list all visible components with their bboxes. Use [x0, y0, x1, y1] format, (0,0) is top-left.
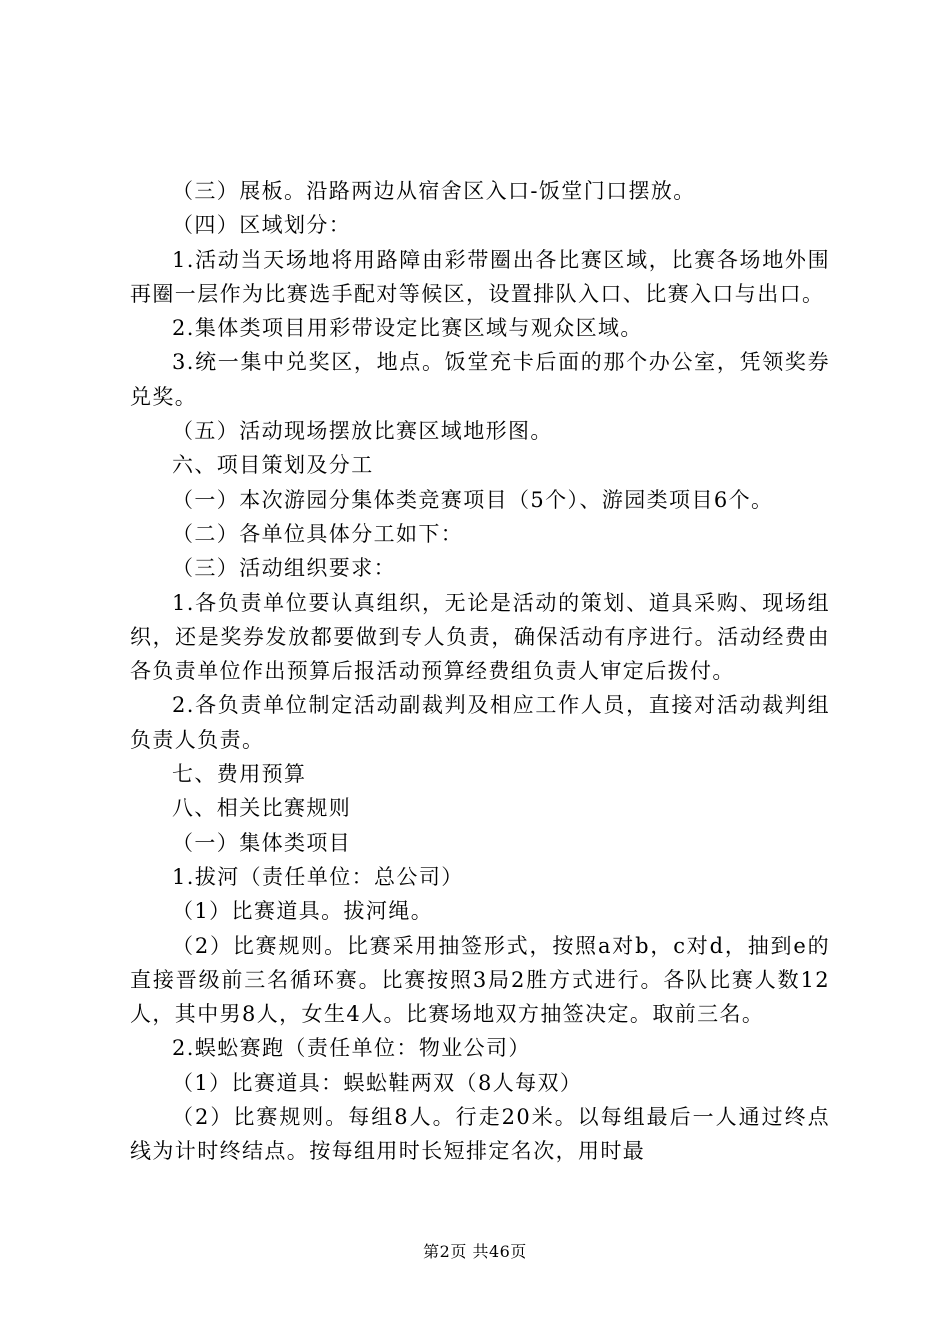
paragraph-tug-of-war-heading: 1.拔河（责任单位：总公司）	[172, 864, 464, 889]
paragraph-organization-2: 2.各负责单位制定活动副裁判及相应工作人员，直接对活动裁判组负责人负责。	[130, 693, 830, 752]
paragraph-project-count: （一）本次游园分集体类竞赛项目（5个）、游园类项目6个。	[172, 487, 774, 512]
document-body	[130, 174, 830, 1169]
paragraph-area-division-3: 3.统一集中兑奖区，地点。饭堂充卡后面的那个办公室，凭领奖券兑奖。	[130, 350, 830, 409]
paragraph-centipede-race-props: （1）比赛道具：蜈蚣鞋两双（8人每双）	[172, 1070, 583, 1095]
paragraph-area-division-2: 2.集体类项目用彩带设定比赛区域与观众区域。	[172, 316, 643, 341]
paragraph-display-boards: （三）展板。沿路两边从宿舍区入口-饭堂门口摆放。	[172, 179, 696, 203]
paragraph-tug-of-war-props: （1）比赛道具。拔河绳。	[172, 899, 434, 924]
paragraph-area-division-1: 1.活动当天场地将用路障由彩带圈出各比赛区域，比赛各场地外围再圈一层作为比赛选手配对等候区，设置排队入口、比赛入口与出口。	[130, 247, 830, 306]
paragraph-group-projects-heading: （一）集体类项目	[172, 830, 352, 855]
section-heading-7: 七、费用预算	[172, 762, 307, 787]
section-heading-8: 八、相关比赛规则	[172, 796, 352, 821]
paragraph-centipede-race-heading: 2.蜈蚣赛跑（责任单位：物业公司）	[172, 1036, 531, 1061]
paragraph-tug-of-war-rules: （2）比赛规则。比赛采用抽签形式，按照a对b，c对d，抽到e的直接晋级前三名循环赛。比赛按照3局2胜方式进行。各队比赛人数12人，其中男8人，女生4人。比赛场地双方抽签决定。取前三名。	[130, 933, 830, 1027]
paragraph-organization-heading: （三）活动组织要求：	[172, 556, 396, 581]
section-heading-6: 六、项目策划及分工	[172, 453, 374, 478]
paragraph-centipede-race-rules: （2）比赛规则。每组8人。行走20米。以每组最后一人通过终点线为计时终结点。按每组用时长短排定名次，用时最	[130, 1105, 830, 1164]
page-number-footer: 第2页 共46页	[423, 1242, 527, 1261]
paragraph-division-of-work: （二）各单位具体分工如下：	[172, 521, 464, 546]
paragraph-organization-1: 1.各负责单位要认真组织，无论是活动的策划、道具采购、现场组织，还是奖券发放都要做到专人负责，确保活动有序进行。活动经费由各负责单位作出预算后报活动预算经费组负责人审定后拨付。	[130, 590, 830, 684]
paragraph-site-map: （五）活动现场摆放比赛区域地形图。	[172, 419, 553, 444]
paragraph-area-division-heading: （四）区域划分：	[172, 213, 352, 238]
